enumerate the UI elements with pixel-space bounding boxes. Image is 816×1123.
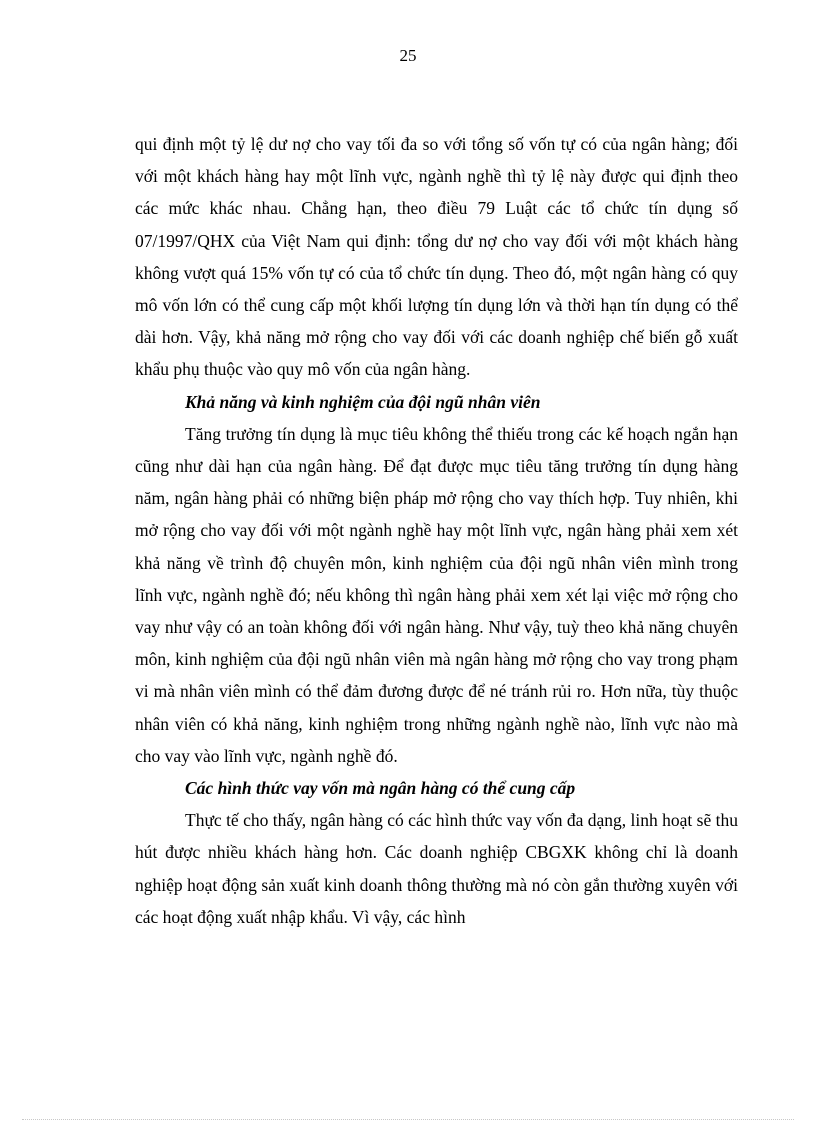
body-paragraph-continued: qui định một tỷ lệ dư nợ cho vay tối đa so với tổng số vốn tự có của ngân hàng; đối với một khách hàng hay một lĩnh vực, ngành nghề thì tỷ lệ này được qui định theo các mức khác nhau. Chẳng hạn, theo điều 79 Luật các tổ chức tín dụng số 07/1997/QHX của Việt Nam qui định: tổng dư nợ cho vay đối với một khách hàng không vượt quá 15% vốn tự có của tổ chức tín dụng. Theo đó, một ngân hàng có quy mô vốn lớn có thể cung cấp một khối lượng tín dụng lớn và thời hạn tín dụng có thể dài hơn. Vậy, khả năng mở rộng cho vay đối với các doanh nghiệp chế biến gỗ xuất khẩu phụ thuộc vào quy mô vốn của ngân hàng. [135, 134, 738, 380]
body-paragraph-loan-forms: Thực tế cho thấy, ngân hàng có các hình thức vay vốn đa dạng, linh hoạt sẽ thu hút được nhiều khách hàng hơn. Các doanh nghiệp CBGXK không chỉ là doanh nghiệp hoạt động sản xuất kinh doanh thông thường mà nó còn gắn thường xuyên với các hoạt động xuất nhập khẩu. Vì vậy, các hình [135, 810, 738, 927]
body-paragraph-staff-capability: Tăng trưởng tín dụng là mục tiêu không thể thiếu trong các kế hoạch ngắn hạn cũng như dài hạn của ngân hàng. Để đạt được mục tiêu tăng trưởng tín dụng hàng năm, ngân hàng phải có những biện pháp mở rộng cho vay thích hợp. Tuy nhiên, khi mở rộng cho vay đối với một ngành nghề hay một lĩnh vực, ngân hàng phải xem xét khả năng về trình độ chuyên môn, kinh nghiệm của đội ngũ nhân viên mình trong lĩnh vực, ngành nghề đó; nếu không thì ngân hàng phải xem xét lại việc mở rộng cho vay như vậy có an toàn không đối với ngân hàng. Như vậy, tuỳ theo khả năng chuyên môn, kinh nghiệm của đội ngũ nhân viên mà ngân hàng mở rộng cho vay trong phạm vi mà nhân viên mình có thể đảm đương được để né tránh rủi ro. Hơn nữa, tùy thuộc nhân viên có khả năng, kinh nghiệm trong những ngành nghề nào, lĩnh vực nào mà cho vay vào lĩnh vực, ngành nghề đó. [135, 423, 738, 766]
page-bottom-divider [22, 1119, 794, 1120]
page-body [135, 128, 738, 933]
section-heading-loan-forms: Các hình thức vay vốn mà ngân hàng có thể cung cấp [185, 778, 576, 799]
section-heading-staff-capability: Khả năng và kinh nghiệm của đội ngũ nhân viên [185, 391, 541, 412]
page-number: 25 [399, 46, 417, 65]
